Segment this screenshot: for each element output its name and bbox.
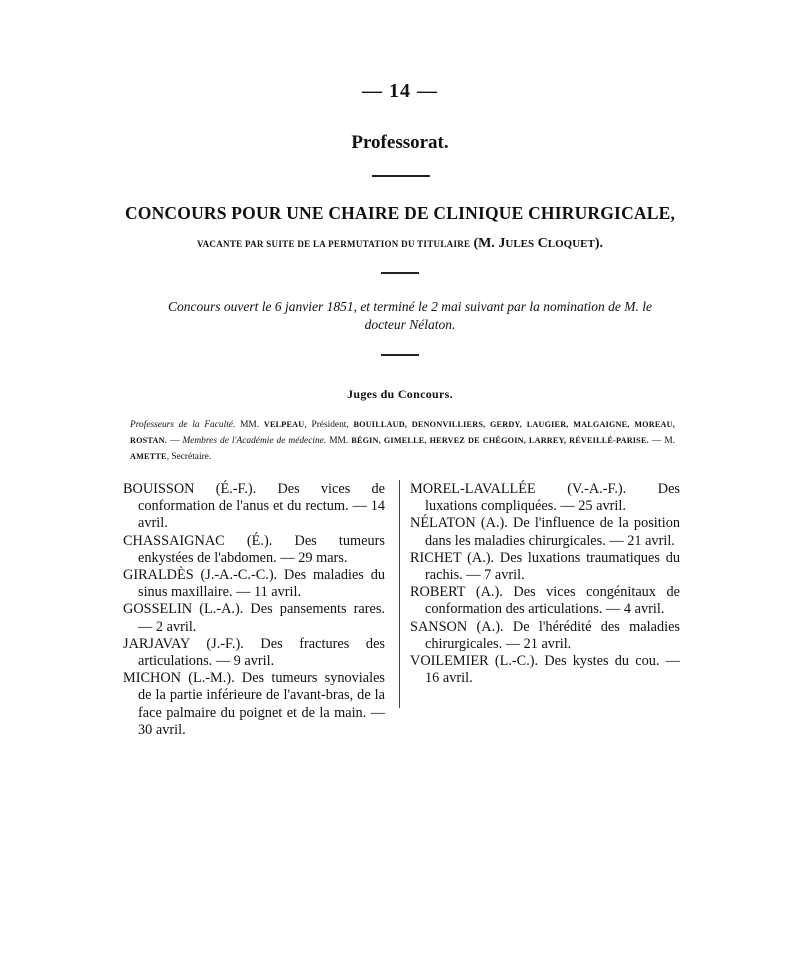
candidate-entry: SANSON (A.). De l'hérédité des maladies chirurgicales. — 21 avril. (410, 618, 680, 652)
subheading-prefix: VACANTE PAR SUITE DE LA PERMUTATION DU TITULAIRE (196, 239, 471, 249)
subheading-paren-close: ). (594, 236, 603, 251)
candidate-entry: MOREL-LAVALLÉE (V.-A.-F.). Des luxations compliquées. — 25 avril. (410, 481, 680, 515)
academy-judges: BÉGIN, GIMELLE, HERVEZ DE CHÉGOIN, LARREY, RÉVEILLÉ-PARISE. (351, 436, 649, 445)
competition-subheading (0, 236, 800, 252)
faculty-judges: BOUILLAUD, DENONVILLIERS, GERDY, LAUGIER, MALGAIGNE, MOREAU, ROSTAN. (130, 420, 675, 445)
judges-list (130, 417, 675, 465)
candidate-entry: GOSSELIN (L.-A.). Des pansements rares. — 2 avril. (123, 601, 385, 635)
mm-text: MM. (235, 420, 264, 430)
judges-title: Juges du Concours. (347, 387, 453, 401)
candidate-entry: JARJAVAY (J.-F.). Des fractures des articulations. — 9 avril. (123, 635, 385, 670)
president-label: , Président, (304, 420, 354, 430)
subheading-name-sc: ULES (505, 238, 535, 250)
dash-text: — M. (648, 436, 676, 446)
subheading-paren-open: (M. J (473, 236, 506, 251)
divider-rule (372, 175, 430, 177)
divider-rule (381, 272, 419, 274)
professors-label: Professeurs de la Faculté. (130, 420, 236, 430)
dash-text: — (166, 436, 183, 446)
mm-text: MM. (326, 436, 352, 446)
president-name: VELPEAU (263, 420, 305, 429)
candidate-entry: CHASSAIGNAC (É.). Des tumeurs enkystées de l'abdomen. — 29 mars. (123, 532, 385, 566)
left-column (123, 481, 385, 739)
page-number: — 14 — (362, 80, 438, 102)
candidate-entry: VOILEMIER (L.-C.). Des kystes du cou. — 16 avril. (410, 653, 680, 687)
subheading-name2-initial: C (534, 236, 548, 251)
academy-label: Membres de l'Académie de médecine. (182, 436, 327, 446)
divider-rule (381, 354, 419, 356)
column-divider (399, 480, 400, 708)
secretary-label: , Secrétaire. (166, 452, 212, 462)
section-title: Professorat. (351, 132, 449, 153)
candidate-entry: MICHON (L.-M.). Des tumeurs synoviales de la partie inférieure de l'avant-bras, de la face palmaire du poignet et de la main. — 30 avril. (123, 670, 385, 738)
candidate-entry: NÉLATON (A.). De l'influence de la position dans les maladies chirurgicales. — 21 avril. (410, 515, 680, 549)
candidate-entry: ROBERT (A.). Des vices congénitaux de conformation des articulations. — 4 avril. (410, 584, 680, 618)
secretary-name: AMETTE (130, 452, 167, 461)
competition-heading: CONCOURS POUR UNE CHAIRE DE CLINIQUE CHIRURGICALE, (124, 203, 676, 223)
candidate-entry: BOUISSON (É.-F.). Des vices de conformation de l'anus et du rectum. — 14 avril. (123, 481, 385, 532)
right-column (410, 481, 680, 687)
concours-dates: Concours ouvert le 6 janvier 1851, et terminé le 2 mai suivant par la nomination de M. le docteur Nélaton. (167, 299, 653, 332)
subheading-name2-sc: LOQUET (547, 238, 595, 250)
candidate-entry: GIRALDÈS (J.-A.-C.-C.). Des maladies du sinus maxillaire. — 11 avril. (123, 567, 385, 601)
candidate-entry: RICHET (A.). Des luxations traumatiques du rachis. — 7 avril. (410, 549, 680, 584)
